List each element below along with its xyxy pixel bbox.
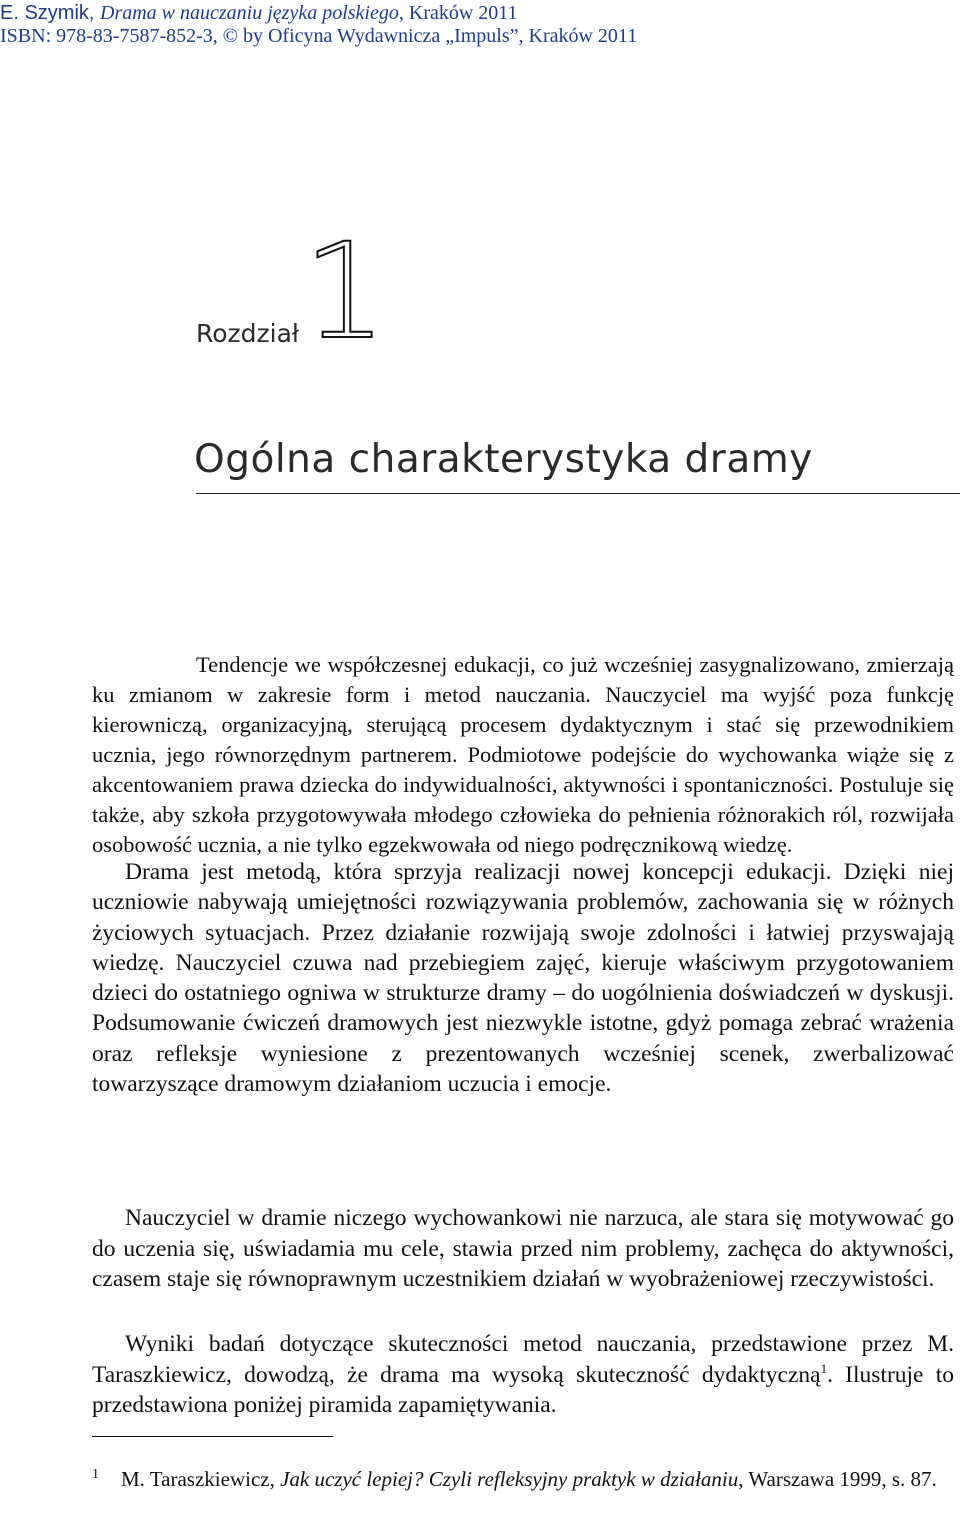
paragraph-4: [92, 1329, 954, 1421]
paragraph-1: [92, 650, 954, 860]
footnote-number: 1: [92, 1467, 99, 1482]
header-place-year: , Kraków 2011: [398, 2, 518, 24]
footnote-title: Jak uczyć lepiej? Czyli refleksyjny praktyk w działaniu: [280, 1467, 739, 1491]
paragraph-1-text: Tendencje we współczesnej edukacji, co już wcześniej zasygnalizowano, zmierzają ku zmianom w zakresie form i metod nauczania. Nauczyciel ma wyjść poza funkcję kierowniczą, organizacyjną, sterującą procesem dydaktycznym i stać się przewodnikiem ucznia, jego równorzędnym partnerem. Podmiotowe podejście do wychowanka wiąże się z akcentowaniem prawa dziecka do indywidualności, aktywności i spontaniczności. Postuluje się także, aby szkoła przygotowywała młodego człowieka do pełnienia różnorakich ról, rozwijała osobowość ucznia, a nie tylko egzekwowała od niego podręcznikową wiedzę.: [92, 652, 954, 857]
chapter-label: Rozdział: [196, 319, 300, 348]
paragraph-2: [92, 857, 954, 1099]
header-author: E. Szymik,: [0, 2, 101, 24]
chapter-title: Ogólna charakterystyka dramy: [194, 437, 813, 482]
footnote-place-year: , Warszawa 1999, s. 87.: [738, 1467, 937, 1491]
header-isbn-line: ISBN: 978-83-7587-852-3, © by Oficyna Wydawnicza „Impuls”, Kraków 2011: [0, 25, 638, 47]
footnote-reference[interactable]: 1: [820, 1360, 828, 1376]
footnote-divider: [92, 1436, 333, 1437]
footnote-author: M. Taraszkiewicz,: [121, 1467, 281, 1491]
paragraph-4-text-b: . Ilustruje to przedstawiona poniżej piramida zapamiętywania.: [92, 1361, 954, 1418]
footnote: [92, 1466, 960, 1492]
header-citation-line-1: [0, 2, 518, 24]
paragraph-3: [92, 1203, 954, 1295]
paragraph-4-text-a: Wyniki badań dotyczące skuteczności metod nauczania, przedstawione przez M. Taraszkiewicz, dowodzą, że drama ma wysoką skuteczność dydaktyczną: [92, 1331, 954, 1388]
header-book-title: Drama w nauczaniu języka polskiego: [100, 2, 399, 24]
paragraph-3-text: Nauczyciel w dramie niczego wychowankowi nie narzuca, ale stara się motywować go do uczenia się, uświadamia mu cele, stawia przed nim problemy, zachęca do aktywności, czasem staje się równoprawnym uczestnikiem działań w wyobrażeniowej rzeczywistości.: [92, 1205, 954, 1292]
title-divider: [196, 493, 960, 494]
chapter-number: 1: [303, 215, 387, 369]
paragraph-2-text: Drama jest metodą, która sprzyja realizacji nowej koncepcji edukacji. Dzięki niej uczniowie nabywają umiejętności rozwiązywania problemów, zachowania się w różnych życiowych sytuacjach. Przez działanie rozwijają swoje zdolności i łatwiej przyswajają wiedzę. Nauczyciel czuwa nad przebiegiem zajęć, kieruje właściwym przygotowaniem dzieci do ostatniego ogniwa w strukturze dramy – do uogólnienia doświadczeń w dyskusji. Podsumowanie ćwiczeń dramowych jest niezwykle istotne, gdyż pomaga zebrać wrażenia oraz refleksje wyniesione z prezentowanych wcześniej scenek, zwerbalizować towarzyszące dramowym działaniom uczucia i emocje.: [92, 859, 954, 1098]
